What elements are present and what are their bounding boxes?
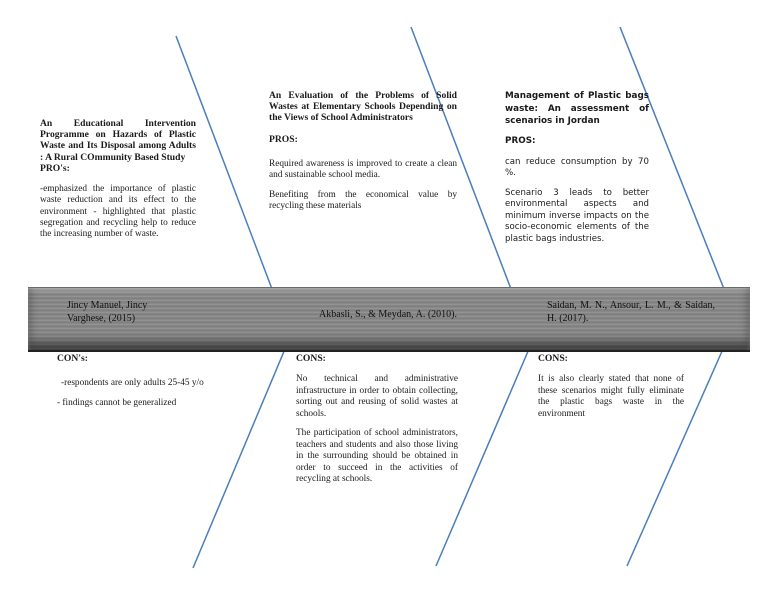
paper2-lower-block (296, 353, 458, 486)
paper3-pros-item-1: can reduce consumption by 70 %. (505, 156, 649, 179)
paper2-pros-heading: PROS: (269, 133, 298, 145)
paper3-lower-block (538, 353, 684, 420)
paper2-cons-item-1: No technical and administrative infrastructure in order to obtain collecting, sorting out and reusing of solid wastes at schools. (296, 374, 458, 419)
paper2-title: An Evaluation of the Problems of Solid Wastes at Elementary Schools Depending on the Views of School Administrators (269, 90, 457, 124)
paper1-upper-block (40, 118, 196, 241)
paper1-lower-block (57, 353, 205, 409)
paper3-upper-block (505, 90, 649, 245)
paper3-title: Management of Plastic bags waste: An assessment of scenarios in Jordan (505, 91, 649, 126)
paper2-pros-item-2: Benefiting from the economical value by recycling these materials (269, 189, 457, 212)
paper2-cons-item-2: The participation of school administrators, teachers and students and also those living in the surrounding should be obtained in order to succeed in the activities of recycling at schools. (296, 428, 458, 485)
citation-3: Saidan, M. N., Ansour, L. M., & Saidan, H. (2017). (547, 300, 715, 324)
citation-2: Akbasli, S., & Meydan, A. (2010). (318, 309, 458, 320)
paper3-pros-item-2: Scenario 3 leads to better environmental aspects and minimum inverse impacts on the socio-economic elements of the plastic bags industries. (505, 187, 649, 244)
paper3-cons-heading: CONS: (538, 353, 568, 364)
paper2-pros-item-1: Required awareness is improved to create a clean and sustainable school media. (269, 158, 457, 181)
paper1-title: An Educational Intervention Programme on Hazards of Plastic Waste and Its Disposal among Adults : A Rural COmmunity Based Study (40, 118, 196, 163)
paper1-pros-heading: PRO's: (40, 162, 70, 174)
paper1-cons-heading: CON's: (57, 353, 88, 364)
bone-lower-1 (193, 349, 285, 568)
paper2-upper-block (269, 90, 457, 213)
paper1-cons-item-1: -respondents are only adults 25-45 y/o (61, 378, 204, 389)
paper3-pros-heading: PROS: (505, 135, 536, 146)
paper1-cons-item-2: - findings cannot be generalized (57, 397, 177, 408)
paper1-pros-item: -emphasized the importance of plastic waste reduction and its effect to the environment - highlighted that plastic segregation and recycling help to reduce the increasing number of waste. (40, 184, 196, 240)
citation-1: Jincy Manuel, Jincy Varghese, (2015) (67, 300, 148, 324)
paper3-cons-item-1: It is also clearly stated that none of these scenarios might fully eliminate the plastic bags waste in the environment (538, 374, 684, 419)
paper2-cons-heading: CONS: (296, 353, 326, 364)
